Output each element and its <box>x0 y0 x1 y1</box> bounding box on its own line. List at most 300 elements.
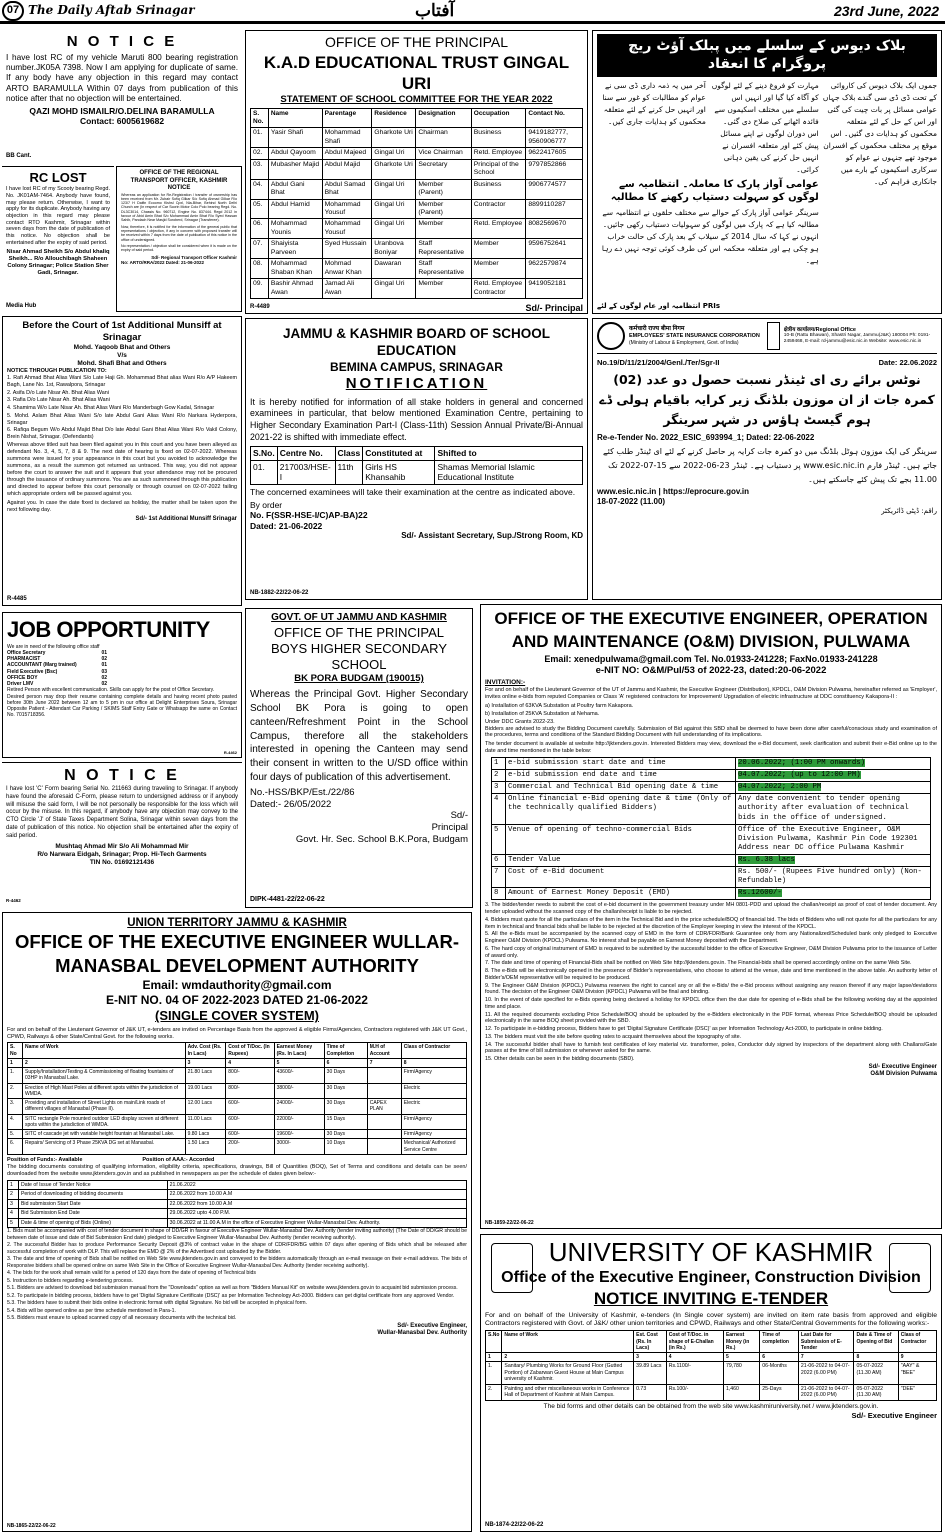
university-heading: NOTICE INVITING E-TENDER <box>593 1288 829 1308</box>
table-cell: Dawaran <box>372 259 416 279</box>
table-header: Name of Work <box>502 1331 634 1353</box>
table-cell <box>367 1139 401 1155</box>
table-row <box>8 1199 467 1209</box>
table-cell: Firm/Agency <box>401 1130 466 1139</box>
table-cell: 3 <box>492 782 506 794</box>
table-cell: 19.00 Lacs <box>185 1083 226 1099</box>
table-row <box>251 219 583 239</box>
table-row <box>251 279 583 299</box>
table-cell: Uranbova Boniyar <box>372 239 416 259</box>
notice-c-form <box>2 762 242 906</box>
table-header: 1 <box>486 1353 502 1362</box>
bkpora-sig-2: Principal <box>431 822 468 834</box>
table-row <box>8 1068 467 1084</box>
table-cell: 24000/- <box>274 1099 324 1115</box>
esic-address: 10-B (Rattu Bhawan), Shastri Nagar, Jammu(J&K) 180004 Ph: 0191-2459468, E-mail: rd-jammu@esic.nic.in Website: www.esic.nic.in <box>783 333 931 345</box>
list-item: 3. Rafia D/o Late Nisar Ah. Bhat Alias Wani <box>7 397 110 404</box>
list-item: 5.3. The bidders have to submit their bids online in electronic format with digital Signature. No bid will be accepted in physical form. <box>7 1300 308 1307</box>
wullar-sig-1: Sd/- Executive Engineer, <box>397 1322 467 1329</box>
table-cell: Venue of opening of techno-commercial Bids <box>506 824 736 854</box>
list-item: 13. The bidders must visit the site before quoting rates to acquaint themselves about the topography of site. <box>485 1033 742 1040</box>
table-header: 5 <box>723 1353 759 1362</box>
table-cell: Providing and installation of Street Lights on main/Link roads of different villages of Manasbal (Phase II). <box>23 1099 186 1115</box>
table-cell: Gharkote Uri <box>372 159 416 179</box>
list-item: 5.5. Bidders must ensure to upload scanned copy of all necessary documents with the technical bid. <box>7 1315 237 1322</box>
table-cell: Jamad Ali Awan <box>322 279 372 299</box>
table-cell: "DEE" <box>898 1384 936 1400</box>
table-cell: Abdul Majid <box>322 159 372 179</box>
table-cell: 9419052181 <box>526 279 583 299</box>
list-item: 6. The hard copy of original instrument of EMD is required to be submitted by the successful bidder to the office of Executive Engineer, O&M Division Pulwama prior to the issuance of Letter of award only. <box>485 945 937 959</box>
kashmir-university-enit <box>480 1234 942 1532</box>
table-cell: Mohammad Yousuf <box>322 199 372 219</box>
table-header: Est. Cost (Rs. In Lacs) <box>634 1331 667 1353</box>
court-vs: V/s <box>117 351 127 359</box>
table-cell: Electric <box>401 1099 466 1115</box>
bkpora-sig-3: Govt. Hr. Sec. School B.K.Pora, Budgam <box>295 834 468 846</box>
table-header: Time of completion <box>760 1331 799 1353</box>
pulwama-sig-2: O&M Division Pulwama <box>870 1071 937 1078</box>
table-header: S.No. <box>251 447 278 461</box>
table-cell <box>367 1114 401 1130</box>
ref-code: NB-1882-22/22-06-22 <box>250 589 309 596</box>
table-cell: 8 <box>492 888 506 900</box>
notice-address: R/o Narwara Eidgah, Srinagar; Prop. Hi-Tech Garments <box>37 850 207 858</box>
court-signature: Sd/- 1st Additional Munsiff Srinagar <box>135 515 237 522</box>
table-cell: Supply/Installation/Testing & Commissioning of floating fountains of 03HP in Manasbal Lake. <box>23 1068 186 1084</box>
job-position: OFFICE BOY <box>7 674 38 681</box>
table-cell: 5. <box>8 1130 23 1139</box>
table-header: Last Date for Submission of E-Tender <box>798 1331 854 1353</box>
table-cell: Chairman <box>416 128 471 148</box>
table-cell: 30.06.2022 at 11.00 A.M in the office of Executive Engineer Wullar-Manasbal Dev. Authority. <box>167 1218 466 1228</box>
university-title: UNIVERSITY OF KASHMIR <box>548 1237 874 1267</box>
table-cell: Rs.1100/- <box>666 1362 723 1385</box>
table-cell: Mohammad Shafi <box>322 128 372 148</box>
table-cell: Electric <box>401 1083 466 1099</box>
table-cell: Member <box>471 259 526 279</box>
job-count: 01 <box>101 662 107 669</box>
table-cell: 21-06-2022 to 04-07-2022 (6.00 PM) <box>798 1362 854 1385</box>
wullar-intro: For and on behalf of the Lieutenant Governor of J&K UT, e-tenders are invited on Percentage Basis from the approved & eligible Firms/Agencies, Contractors registered with J&K UT Govt., CPWD, Railways & other State/Central Govt. for the following works. <box>7 1026 467 1040</box>
university-intro: For and on behalf of the University of Kashmir, e-tenders (In Single cover system) are invited on item rate basis from approved and eligible Contractors registered with Govt. of J&K/ other union territories and CPWD, Railways and other State/Central Governments for the following works:- <box>485 1312 937 1328</box>
table-cell: 2 <box>492 770 506 782</box>
table-header: Residence <box>372 108 416 127</box>
table-header: 1 <box>8 1058 23 1067</box>
job-body: Desired person may drop their resume containing complete details and having recent photo pasted before 30th June 2022 between 12 am to 5 pm in our office at Delight Enterprises Soura, Srinagar Opposite Patient - Attendant Car Parking / SKIMS Staff Entry Gate or Whatsapp the same on Contact No. 7015718356. <box>7 693 237 719</box>
list-item: 1. Bids must be accompanied with cost of tender document in shape of DD/GR in favour of Executive Engineer Wullar-Manasbal Dev. Authority (tender inviting authority) (The Date of DD/GR should be between date of issue and date of Bid Submission End date) pledged to Executive Engineer Wullar-Manasbal Dev. Authority (tender receiving authority). <box>7 1228 467 1241</box>
list-item: 4. Bidders must quote for all the particulars of the item in the Technical Bid and in the price schedule/BOQ of financial bid. The bids of Bidders who will not quote for all the particulars for any item in technical and financial bids shall be liable to be rejected at the discretion of the Employer keeping in view the interest of the KPDCL. <box>485 916 937 930</box>
pulwama-sig-1: Sd/- Executive Engineer <box>868 1063 937 1070</box>
table-row <box>8 1099 467 1115</box>
table-cell: Mohmad Anwar Khan <box>322 259 372 279</box>
list-item: a) Installation of 63KVA Substation at Poultry farm Kakapora. <box>485 702 634 709</box>
court-plaintiff: Mohd. Yaqoob Bhat and Others <box>73 343 171 351</box>
table-cell: Member <box>416 279 471 299</box>
kad-committee-table <box>250 108 583 299</box>
table-cell: Sanitary/ Plumbing Works for Ground Floor (Gutted Portion) of Zabarwan Guest House at Main Campus university of Kashmir. <box>502 1362 634 1385</box>
urdu-col-2: مہارت کو فروغ دینے کے لئے لوگوں کو آگاہ کیا گیا اور انہیں اس سلسلے میں مختلف اسکیموں سے فائدہ اٹھانے کی صلاح دی گئی۔ اس دوران لوگوں نے اپنے مسائل پیش کئے اور متعلقہ افسران نے انہیں حل کرنے کی یقین دہانی کرائی۔ <box>711 81 819 174</box>
jkbose-no: No. F(SSR-HSE-I/C)AP-BA)22 <box>250 510 368 521</box>
table-cell: Business <box>471 179 526 199</box>
wullar-p1: The bidding documents consisting of qualifying information, eligibility criteria, specifications, drawings, Bill of Quantities (BOQ), Set of Terms and conditions and details can be seen/ downloaded from the website www.jktenders.gov.in and as published in newspapers as per the schedule of dates given below:- <box>7 1163 467 1177</box>
rto-body-2: Now, therefore, it is notified for the information of the general public that representations / objection, if any in concern with proposed transfer will be received within 7 days from the date of publication of this notice in the office of undersigned. <box>121 224 237 242</box>
ref-code: BB Cant. <box>6 152 32 159</box>
table-cell: Gingal Uri <box>372 219 416 239</box>
bkpora-govt: GOVT. OF UT JAMMU AND KASHMIR <box>271 612 447 623</box>
rc-lost-name: Nisar Ahmad Sheikh S/o Abdul khaliq Sheikh... R/o Allouchibagh Shaheen Colony Srinagar; Police Station Sher Gadi, Srinagar. <box>6 248 110 277</box>
table-cell: 5 <box>492 824 506 854</box>
highlight: Rs. 6.38 lacs <box>738 855 795 864</box>
table-cell: 21-06-2022 to 04-07-2022 (6.00 PM) <box>798 1384 854 1400</box>
list-item: 5.4. Bids will be opened online as per time schedule mentioned in Para-1. <box>7 1307 176 1314</box>
table-cell: Girls HS Khansahib <box>363 460 435 484</box>
table-cell: 9.80 Lacs <box>185 1130 226 1139</box>
wullar-email: Email: wmdauthority@gmail.com <box>142 978 332 993</box>
table-cell: Rs. 500/- (Rupees Five hundred only) (Non-Refundable) <box>736 867 931 888</box>
table-row <box>251 239 583 259</box>
pulwama-schedule-table <box>491 757 931 900</box>
kad-title: K.A.D EDUCATIONAL TRUST GINGAL URI <box>263 52 570 93</box>
notice-name: QAZI MOHD ISMAILR/O.DELINA BARAMULLA <box>29 105 215 116</box>
table-header: Cost of T/Doc. in shape of E-Challan (in Rs.) <box>666 1331 723 1353</box>
table-cell: Firm/Agency <box>401 1068 466 1084</box>
university-subtitle: Office of the Executive Engineer, Construction Division <box>501 1268 921 1286</box>
job-count: 02 <box>101 656 107 662</box>
table-cell: 5 <box>8 1218 19 1228</box>
notice-title: N O T I C E <box>64 767 180 784</box>
table-cell: 79,780 <box>723 1362 759 1385</box>
table-cell: 25-Days <box>760 1384 799 1400</box>
rto-ref: No: ARTO/RRA/2022 Dated: 21-06-2022 <box>121 260 205 266</box>
table-cell: 600/- <box>226 1130 274 1139</box>
table-cell: 1. <box>486 1362 502 1385</box>
table-row <box>492 888 931 900</box>
table-cell: Staff Representative <box>416 259 471 279</box>
table-cell: 800/- <box>226 1083 274 1099</box>
bkpora-school-notice <box>245 608 473 908</box>
table-cell: Erection of High Mast Poles at different spots within the jurisdiction of WMDA. <box>23 1083 186 1099</box>
esic-urdu-title: نوٹس برائے ری ای ٹینڈر نسبت حصول دو عدد (02) کمرہ جات از ان موزون بلڈنگ زیر کرایہ باقیام ہولی ڈے ہوم گیسٹ ہاؤس در شہر سرینگر <box>599 372 935 428</box>
table-row <box>251 148 583 159</box>
table-cell: Vice Chairman <box>416 148 471 159</box>
jkbose-title: JAMMU & KASHMIR BOARD OF SCHOOL EDUCATION <box>283 326 550 358</box>
table-header: 6 <box>760 1353 799 1362</box>
table-cell <box>367 1130 401 1139</box>
table-cell: SITC of cascade jet with variable height fountain at Manasbal Lake. <box>23 1130 186 1139</box>
table-cell: 43600/- <box>274 1068 324 1084</box>
wullar-aaa: Position of AAA:- Accorded <box>142 1156 215 1163</box>
table-cell: 06. <box>251 219 269 239</box>
table-cell: 22.06.2022 from 10.00 A.M <box>167 1190 466 1200</box>
table-cell: 22.06.2022 from 10.00 A.M <box>167 1199 466 1209</box>
rto-body: Whereas an application for Re-Registration / transfer of ownership has been received from Mr. Zubair Sofiq Gilkar S/o Sofiq Ahmad Gilkar R/o 123/7 H Daifin Ecoomo Kishsl Cpxl, Nia-Bihar, Behind North Delhi Church are (In respect of Car Scorin Motor Colo Polo bearing Regd. No. DL3C3014, Chassis No. 960712, Engine No. 837444. Regd 2012 in favour of Abid Amin Bhat S/o Mohammad Amin Bhat R/o Syed Hassan Sahib, Pandach Near Masjid Soroberd, Srinagar (Transferee). <box>121 192 237 223</box>
table-cell: 2. <box>486 1384 502 1400</box>
table-cell: 08. <box>251 259 269 279</box>
table-cell: Mechanical/ Authorized Service Centre <box>401 1139 466 1155</box>
table-cell: 21.06.2022 <box>167 1180 466 1190</box>
table-cell: 4. <box>8 1114 23 1130</box>
urdu-col-1: جموں ایک بلاک دیوس کی کاروائی کے تحت ڈی ڈی سی گندے بلاک جہاں عوامی مسائل پر بات چیت کی گئی اور اس کے حل کے لئے متعلقہ محکموں کو ہدایات دی گئیں۔ اس موقع پر مختلف محکموں کے افسران موجود تھے جنہوں نے عوام کو سرکاری اسکیموں کے بارے میں جانکاری فراہم کی۔ <box>822 81 937 186</box>
list-item: 7. The date and time of opening of Financial-Bids shall be notified on Web Site http://jktenders.gov.in. The Financial-bids shall be opened accordingly online on the same Web Site. <box>485 960 912 967</box>
university-crest-icon <box>889 1243 931 1293</box>
table-cell: Mohammad Yousuf <box>322 219 372 239</box>
university-works-table <box>485 1330 937 1401</box>
table-cell: Gingal Uri <box>372 179 416 199</box>
table-cell: Retd. Employee Contractor <box>471 279 526 299</box>
list-item: b) Installation of 25KVA Substation at Nehama. <box>485 710 600 717</box>
esic-date-2: 18-07-2022 (11.00) <box>597 497 666 507</box>
table-header: 4 <box>226 1058 274 1067</box>
rto-title: OFFICE OF THE REGIONAL TRANSPORT OFFICER, KASHMIR NOTICE <box>130 170 228 191</box>
table-cell: Staff Representative <box>416 239 471 259</box>
table-header: Contact No. <box>526 108 583 127</box>
ref-code: R-4462 <box>6 898 21 904</box>
table-cell: Abdul Hamid <box>268 199 322 219</box>
pulwama-p1: Bidders are advised to study the Bidding Document carefully. Submission of Bid against this SBD shall be deemed to have been done after careful/conscious study and examination of the procedures, terms and conditions of the Standard Bidding Document with full understanding of its implications. <box>485 725 937 739</box>
esic-signature: راقم: ڈپٹی ڈائریکٹر <box>881 507 937 516</box>
bkpora-school: BOYS HIGHER SECONDARY SCHOOL <box>270 640 448 672</box>
table-header: Parentage <box>322 108 372 127</box>
job-position: Driver LMV <box>7 681 34 687</box>
emblem-icon <box>767 322 780 350</box>
table-cell: Shaiyista Parveen <box>268 239 322 259</box>
table-cell: Commercial and Technical Bid opening date & time <box>506 782 736 794</box>
ref-code: R-4485 <box>7 595 27 602</box>
table-cell: 39.89 Lacs <box>634 1362 667 1385</box>
urdu-body-2: سرینگر عوامی آواز پارک کے حوالے سے مختلف حلقوں نے انتظامیہ سے مطالبہ کیا ہے کہ پارک میں لوگوں کو سہولیات دستیاب رکھی جائیں۔ انہوں نے کہا کہ سال 2014 کے سیلاب کے بعد پارک کی حالت خراب ہو چکی ہے اور متعلقہ محکمہ اس کی طرف کوئی توجہ نہیں دے رہا ہے۔ <box>601 208 819 265</box>
highlight: 04.07.2022; 2:00 PM <box>738 783 822 792</box>
kad-office: OFFICE OF THE PRINCIPAL <box>324 34 509 50</box>
table-cell: 15 Days <box>324 1114 367 1130</box>
table-cell: 30 Days <box>324 1130 367 1139</box>
table-row <box>8 1180 467 1190</box>
table-cell: Firm/Agency <box>401 1114 466 1130</box>
table-cell: 05. <box>251 199 269 219</box>
table-cell: 9622417605 <box>526 148 583 159</box>
jkbose-campus: BEMINA CAMPUS, SRINAGAR <box>330 359 503 374</box>
table-cell: 8899110287 <box>526 199 583 219</box>
job-position: Office Secretary <box>7 649 46 656</box>
table-cell: e-bid submission end date and time <box>506 770 736 782</box>
table-cell: 29.06.2022 upto 4.00 P.M. <box>167 1209 466 1219</box>
list-item: 5. Mohd. Aslam Bhat Alias Wani S/o late Abdul Gani Alias Wani R/o Narkara Hyderpora, Srinagar <box>7 412 237 426</box>
table-header: Earnest Money (in Rs.) <box>723 1331 759 1353</box>
table-cell: Gingal Uri <box>372 279 416 299</box>
table-cell: CAPEX PLAN <box>367 1099 401 1115</box>
table-cell: 01. <box>251 128 269 148</box>
wullar-schedule-table <box>7 1180 467 1229</box>
table-cell: 09. <box>251 279 269 299</box>
table-cell: Abdul Samad Bhat <box>322 179 372 199</box>
table-cell: Principal of the School <box>471 159 526 179</box>
table-cell: 30 Days <box>324 1083 367 1099</box>
table-header: 3 <box>185 1058 226 1067</box>
esic-ministry: (Ministry of Labour & Employment, Govt. of India) <box>629 340 739 347</box>
table-header: Class <box>335 447 363 461</box>
issue-date: 23rd June, 2022 <box>833 3 939 19</box>
munsiff-court-notice <box>2 316 242 606</box>
table-cell: Rs.100/- <box>666 1384 723 1400</box>
pulwama-enit <box>480 604 942 1229</box>
list-item: 4. Shamima W/o Late Nisar Ah. Bhat Alias Wani R/o Manderbagh Gow Kadal, Srinagar <box>7 405 215 411</box>
table-header: 2 <box>502 1353 634 1362</box>
table-cell: 1.50 Lacs <box>185 1139 226 1155</box>
table-cell: Mubasher Majid <box>268 159 322 179</box>
table-header: 4 <box>666 1353 723 1362</box>
table-cell: Gingal Uri <box>372 148 416 159</box>
table-row <box>8 1114 467 1130</box>
table-cell: Office of the Executive Engineer, O&M Division Pulwama, Kashmir Pin Code 192301 Address near DC office Pulwama Kashmir <box>736 824 931 854</box>
table-cell: 10 Days <box>324 1139 367 1155</box>
job-count: 01 <box>101 649 107 656</box>
table-cell: Abdul Qayoom <box>268 148 322 159</box>
table-cell: Retd. Employee <box>471 219 526 239</box>
table-cell: Syed Hussain <box>322 239 372 259</box>
bkpora-sig-1: Sd/- <box>450 810 468 822</box>
table-header: S. No. <box>251 108 269 127</box>
notice-rc-baramulla <box>2 30 242 162</box>
list-item: 2. The successful Bidder has to produce Performance Security Deposit @3% of contract value in the shape of CDR/FDR/BG within 07 days after opening of Bids which shall be released after successful completion of work with DLP. This will replace the EMD @ 2% of the Advertised cost uploaded by the Bidder. <box>7 1242 467 1255</box>
table-header: 8 <box>401 1058 466 1067</box>
table-cell: 9622579874 <box>526 259 583 279</box>
table-header: Time of Completion <box>324 1043 367 1059</box>
list-item: 14. The successful bidder shall have to furnish test certificates of key material viz. transformer, poles, Conductor duly signed by inspectors of the department along with Challans/Gate passes at the time of bill submission or whenever asked for the same. <box>485 1041 937 1055</box>
table-header: 2 <box>23 1058 186 1067</box>
ref-code: R-4462 <box>223 750 237 755</box>
table-cell: Any date convenient to tender opening authority after evaluation of technical bids in the office of undersigned. <box>736 794 931 824</box>
table-cell: 217003/HSE-I <box>277 460 335 484</box>
table-cell <box>736 854 931 866</box>
esic-no: No.19/D/11/21/2004/Genl./Ter/Sgr-II <box>597 358 720 367</box>
rto-notice <box>116 166 242 312</box>
notice-body: I have lost 'C' Form bearing Serial No. 211663 during traveling to Srinagar. If anybody have found the aforesaid C-Form, please return to undersigned address or if anybody will misuse the said form, I will be not personally be responsible for the loss which will occur by the misuse. In this regard, if anybody have any objection may convey to the CTO Circle 'J' of State Taxes Department Solina, Srinagar within seven days from the date of publication of this notice. No objection shall be entertained after the expiry of said period. <box>6 786 238 839</box>
table-cell: 9596752641 <box>526 239 583 259</box>
kad-trust-notice <box>245 30 588 314</box>
table-cell: Date & time of opening of Bids (Online) <box>18 1218 167 1228</box>
table-header: S.No <box>486 1331 502 1353</box>
list-item: 8. The e-Bids will be electronically opened in the presence of Bidder's representatives, who choose to attend at the venue, date and time mentioned in the above table. An authority letter of Bidder's/OEM representative will be required to be produced. <box>485 968 937 981</box>
table-cell: 200/- <box>226 1139 274 1155</box>
table-cell: 9906774577 <box>526 179 583 199</box>
wullar-funds: Position of Funds:- Available <box>7 1156 83 1163</box>
jkbose-footer: The concerned examinees will take their examination at the centre as indicated above. <box>250 486 576 497</box>
table-cell: Cost of e-Bid document <box>506 867 736 888</box>
table-cell: Painting and other miscellaneous works in Conference Hall of Department of Kashmir at Main Campus. <box>502 1384 634 1400</box>
esic-hindi: कर्मचारी राज्य बीमा निगम <box>629 325 685 332</box>
table-header: Name <box>268 108 322 127</box>
table-row <box>492 867 931 888</box>
job-title: JOB OPPORTUNITY <box>7 617 210 642</box>
table-cell: 03. <box>251 159 269 179</box>
table-row <box>251 259 583 279</box>
table-cell: Member <box>416 219 471 239</box>
table-cell: 05-07-2022 (11.30 AM) <box>854 1362 898 1385</box>
ref-code: R-4489 <box>250 303 270 310</box>
jkbose-body: It is hereby notified for information of all stake holders in general and concerned examinees in particular, that below mentioned Examination Centre, pertaining to Higher Secondary Examination Part-I (Class-11th) Session Annual Private/Bi-Annual 2021-22 is shifted with immediate effect. <box>250 396 583 443</box>
page-header <box>0 0 945 24</box>
jkbose-centre-table <box>250 446 583 485</box>
table-cell: 3 <box>8 1199 19 1209</box>
table-header: Class of Contractor <box>898 1331 936 1353</box>
table-row <box>8 1130 467 1139</box>
table-row <box>492 794 931 824</box>
rc-lost-title: RC LOST <box>29 170 87 185</box>
list-item: 3. The bidder/tender needs to submit the cost of e-bid document in the government treasury under MH 0801-PDD and upload the challan/receipt as proof of cost of tender document. Any tender uploaded without the scanned copy of the challan/receipt is liable to be rejected. <box>485 902 937 916</box>
list-item: 4. The bids for the work shall remain valid for a period of 120 days from the date of opening of Technical bids <box>7 1270 256 1277</box>
notice-title: N O T I C E <box>66 33 178 50</box>
job-count: 02 <box>101 681 107 687</box>
table-row <box>486 1384 937 1400</box>
table-cell: Bid Submission End Date <box>18 1209 167 1219</box>
table-cell: 600/- <box>226 1114 274 1130</box>
court-body: Whereas above titled suit has been filed against you in this court and you have been alleyed as defendant No. 3, 4, 5, 7, 8 & 9. The next date of hearing is fixed on 02-07-2022. Whereas summons were issued for your appearance in this court but you avoided to acknowledge the summons, as a result the summon got returned as untraced. This way, you did not appear before the court to answer the suit and it appears that your attendance may not be procured through the issuance of ordinary summons. You are as such summoned through this publication and directed to appear before this court personally or through counsel on 02-07-2022 failing which appropriate orders will be passed against you. <box>7 441 237 497</box>
table-header: 3 <box>634 1353 667 1362</box>
table-cell: Gingal Uri <box>372 199 416 219</box>
table-row <box>8 1083 467 1099</box>
list-item: 1. Rafi Ahmad Bhat Alias Wani S/o Late Haji Gh. Mohammad Bhat alias Wani R/o A/P Hakeem Bagh, Lane No. 1st, Rawalpora, Srinagar <box>7 375 237 388</box>
table-cell: 11.00 Lacs <box>185 1114 226 1130</box>
wullar-cover: (SINGLE COVER SYSTEM) <box>155 1008 319 1024</box>
table-cell: 1 <box>8 1180 19 1190</box>
jkbose-byorder: By order <box>250 499 283 510</box>
urdu-col-3: آخر میں یہ ذمہ داری ڈی سی نے عوام کو مطالبات کو غور سے سنا اور انہیں حل کرنے کے لئے متعلقہ محکموں کو ہدایات جاری کیں۔ <box>602 81 706 126</box>
table-cell: Secretary <box>416 159 471 179</box>
table-header: 5 <box>274 1058 324 1067</box>
bkpora-body: Whereas the Principal Govt. Higher Secondary School BK Pora is going to open canteen/Refreshment Point in the School Campus, therefore all the stakeholders interested in opening the Canteen may send their consent in written to the U/SD office within four days of publication of this advertisement. <box>250 689 468 783</box>
table-cell: 1 <box>492 758 506 770</box>
table-cell: "AAY" & "BEE" <box>898 1362 936 1385</box>
wullar-works-table <box>7 1042 467 1155</box>
pulwama-invitation: INVITATION:- <box>485 679 526 686</box>
table-cell <box>736 770 931 782</box>
pulwama-email: Email: xenedpulwama@gmail.com Tel. No.01933-241228; FaxNo.01933-241228 <box>544 653 878 664</box>
list-item: 3. The date and time of opening of Bids shall be notified on Web Site www.jktenders.gov.in and conveyed to the bidders automatically through an e-mail message on their e-mail address. The bids of Responsive bidders shall be opened online on same Web Site in the Office of Executive Engineer Wullar-Manasbal Dev. Authority (tender receiving authority). <box>7 1256 467 1269</box>
esic-org: EMPLOYEES' STATE INSURANCE CORPORATION <box>629 333 760 340</box>
table-cell: e-bid submission start date and time <box>506 758 736 770</box>
esic-logo-icon <box>597 322 625 350</box>
table-cell: 12.00 Lacs <box>185 1099 226 1115</box>
highlight: Rs.12600/- <box>738 889 782 898</box>
table-cell: 1,460 <box>723 1384 759 1400</box>
list-item: 11. All the required documents excluding Price Schedule/BOQ should be uploaded by the e-Bidders electronically in the PDF format, whereas Price Schedule/BOQ should be uploaded electronically in the same BOQ sheet provided with the SBD. <box>485 1011 937 1025</box>
table-row <box>8 1139 467 1155</box>
court-defendant: Mohd. Shafi Bhat and Others <box>77 360 167 367</box>
pulwama-title: OFFICE OF THE EXECUTIVE ENGINEER, OPERATION AND MAINTENANCE (O&M) DIVISION, PULWAMA <box>494 609 928 651</box>
table-cell: 06-Months <box>760 1362 799 1385</box>
table-cell: Business <box>471 128 526 148</box>
notice-contact: Contact: 6005619682 <box>79 116 165 127</box>
table-cell: 7 <box>492 867 506 888</box>
table-cell <box>736 758 931 770</box>
table-row <box>8 1190 467 1200</box>
paper-logo: آفتاب <box>415 1 455 21</box>
table-header: Earnest Money (Rs. In Lacs) <box>274 1043 324 1059</box>
job-position: PHARMACIST <box>7 656 41 662</box>
table-cell: 9419182777, 9560906777 <box>526 128 583 148</box>
table-header: Constituted at <box>363 447 435 461</box>
notice-name: Mushtaq Ahmad Mir S/o Ali Mohammad Mir <box>55 842 189 850</box>
table-header: Shifted to <box>435 447 583 461</box>
table-row <box>251 128 583 148</box>
table-header: M.H of Account <box>367 1043 401 1059</box>
table-cell <box>367 1083 401 1099</box>
highlight: 04.07.2022; (up to 12:00 PM) <box>738 771 861 780</box>
highlight: 20.06.2022; (1:00 PM onwards) <box>738 759 865 767</box>
court-body-2: Against you. In case the date fixed is declared as holiday, the matter shall be taken upon the next following day. <box>7 499 237 513</box>
table-row <box>251 199 583 219</box>
table-cell: Abdul Gani Bhat <box>268 179 322 199</box>
